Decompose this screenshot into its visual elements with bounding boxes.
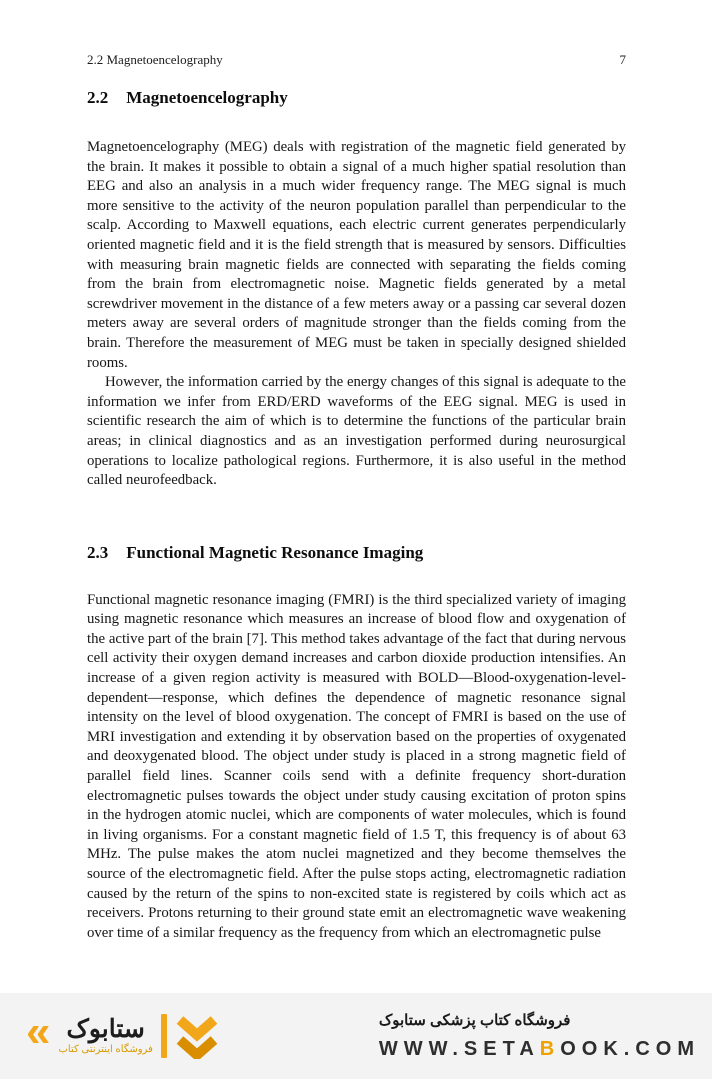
setabook-logo xyxy=(26,1007,219,1059)
website-url xyxy=(379,1038,700,1061)
footer-right-block xyxy=(379,1011,700,1061)
section-number: 2.3 xyxy=(87,542,109,562)
page-number: 7 xyxy=(619,52,626,67)
section-title: Functional Magnetic Resonance Imaging xyxy=(126,542,424,562)
brand-name: ستابوک xyxy=(66,1015,145,1043)
footer-watermark xyxy=(0,993,712,1079)
section-heading xyxy=(87,543,626,563)
brand-tagline: فروشگاه اینترنتی کتاب xyxy=(58,1044,153,1055)
running-head-title: 2.2 Magnetoencelography xyxy=(87,52,223,67)
double-chevron-icon: « xyxy=(26,1007,51,1056)
section-title: Magnetoencelography xyxy=(126,88,288,107)
section-heading xyxy=(87,88,626,108)
url-part: B xyxy=(539,1038,561,1060)
paragraph: Magnetoencelography (MEG) deals with registration of the magnetic field generated by the brain. It makes it possible to obtain a signal of a much higher spatial resolution than EEG and also an analysis in a much wider frequency range. The MEG signal is much more sensitive to the activity of the neuron population parallel than perpendicular to the scalp. According to Maxwell equations, each electric current generates perpendicularly oriented magnetic field and it is the field strength that is measured by sensors. Difficulties with measuring brain magnetic fields are connected with separating the fields coming from the brain from electromagnetic noise. Magnetic fields generated by a metal screwdriver movement in the distance of a few meters away or a passing car several dozen meters away are several orders of magnitude stronger than the fields coming from the brain. Therefore the measurement of MEG must be taken in specially designed shielded rooms. xyxy=(87,139,626,371)
chevron-mark-icon xyxy=(175,1013,219,1059)
section-magnetoencelography xyxy=(87,88,626,491)
url-part: SETA xyxy=(463,1038,540,1060)
logo-divider-bar xyxy=(161,1014,167,1058)
store-name: فروشگاه کتاب پزشکی ستابوک xyxy=(378,1012,571,1029)
section-fmri xyxy=(87,543,626,944)
running-head xyxy=(87,52,626,68)
url-part: OOK.COM xyxy=(560,1038,700,1060)
paragraph: Functional magnetic resonance imaging (FMRI) is the third specialized variety of imaging using magnetic resonance which measures an increase of blood flow and oxygenation of the active part of the brain [7]. This method takes advantage of the fact that during nervous cell activity their oxygen demand increases and carbon dioxide production intensifies. An increase of a given region activity is measured with BOLD—Blood-oxygenation-level-dependent—response, which defines the dependence of magnetic resonance signal intensity on the level of blood oxygenation. The concept of FMRI is based on the use of MRI investigation and extending it by observation based on the properties of oxygenated and deoxygenated blood. The object under study is placed in a strong magnetic field of parallel field lines. Scanner coils send with a definite frequency short-duration electromagnetic pulses towards the object under study causing excitation of proton spins in the hydrogen atomic nuclei, which are components of water molecules, which is found in living organisms. For a constant magnetic field of 1.5 T, this frequency is of about 63 MHz. The pulse makes the atom nuclei magnetized and they become themselves the source of the electromagnetic field. After the pulse stops acting, electromagnetic radiation caused by the return of the spins to non-excited state is registered by coils which act as receivers. Protons returning to their ground state emit an electromagnetic wave weakening over time of a similar frequency as the frequency from which an electromagnetic pulse xyxy=(87,591,626,941)
logo-text-block xyxy=(58,1017,152,1055)
section-number: 2.2 xyxy=(87,88,109,107)
paragraph: However, the information carried by the energy changes of this signal is adequate to the information we infer from ERD/ERD waveforms of the EEG signal. MEG is used in scientific research the aim of which is to determine the functions of the particular brain areas; in clinical diagnostics and as an investigation performed during neurosurgical operations to localize pathological regions. Furthermore, it is also useful in the method called neurofeedback. xyxy=(87,374,626,489)
book-page xyxy=(87,52,626,943)
url-part: WWW. xyxy=(378,1038,464,1060)
